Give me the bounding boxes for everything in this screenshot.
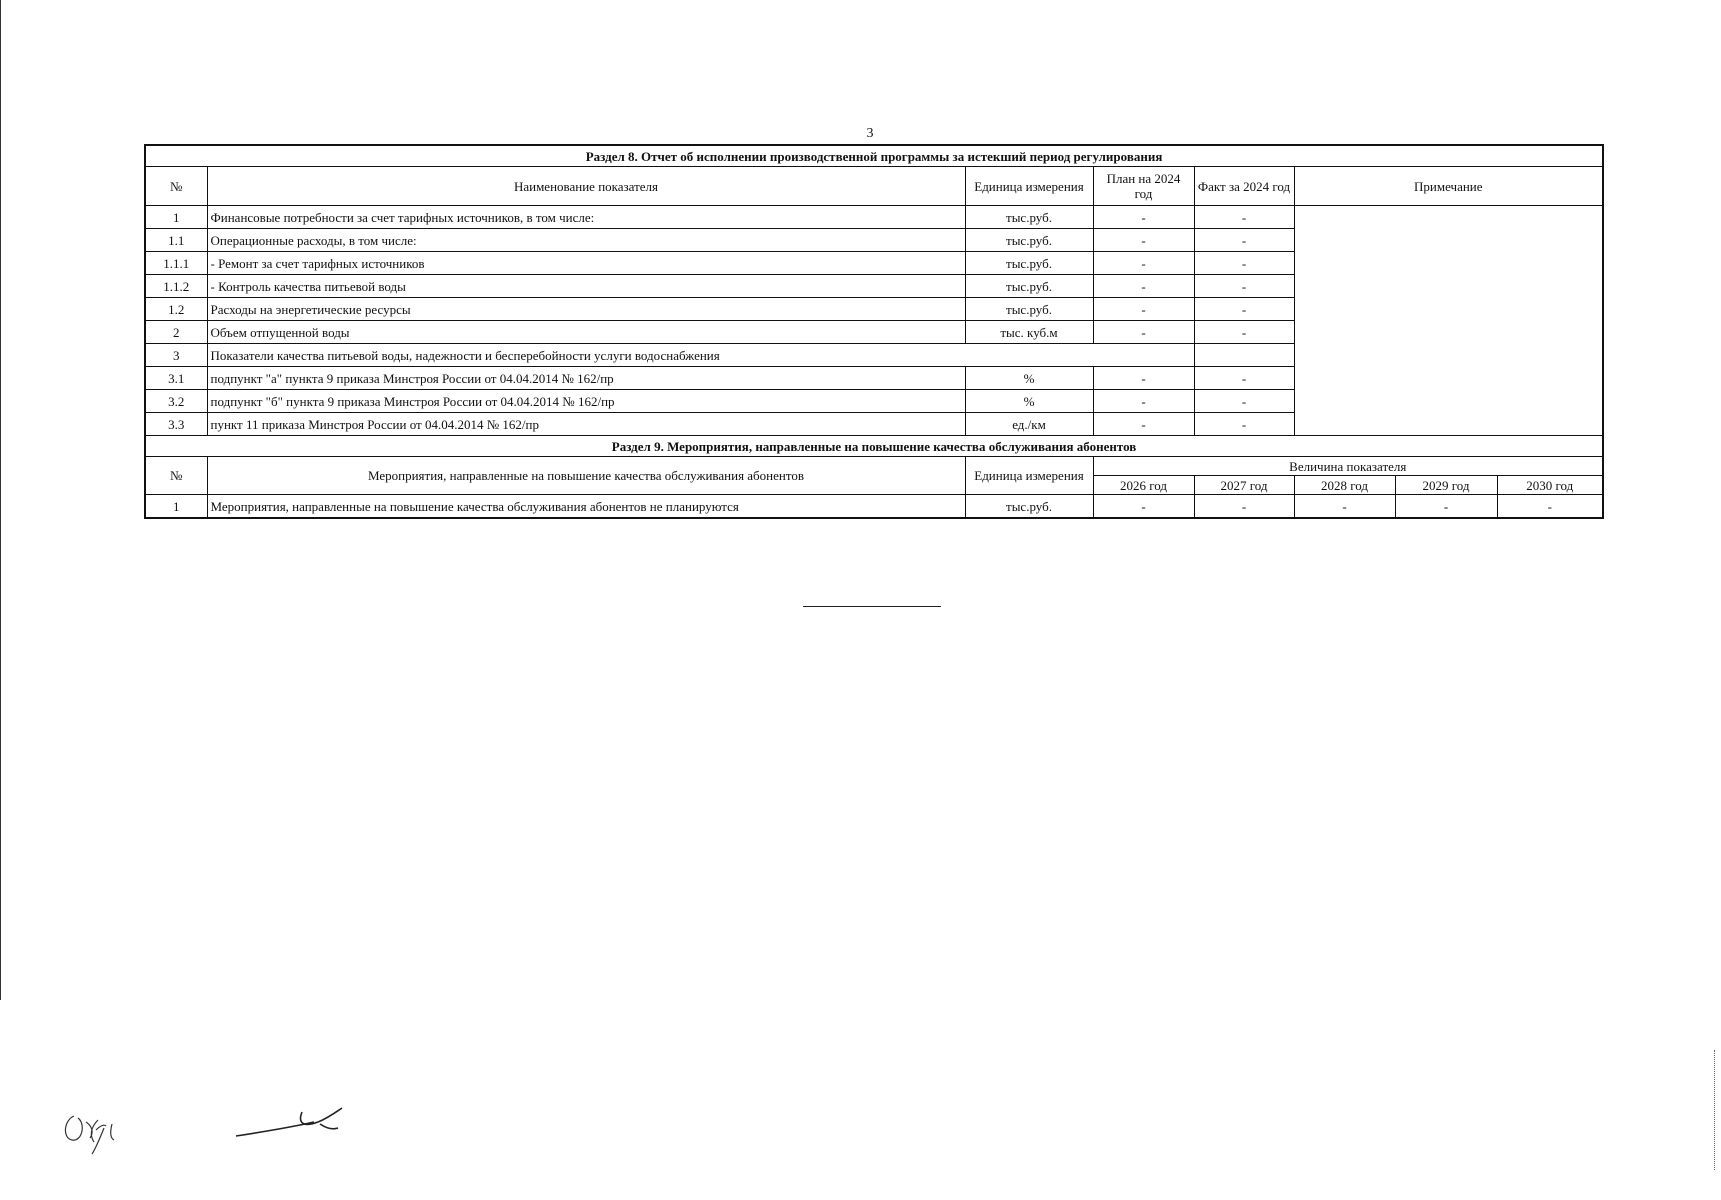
row-unit: %: [965, 367, 1093, 390]
row-plan: -: [1093, 413, 1194, 436]
divider-line: [803, 606, 941, 607]
header-name: Мероприятия, направленные на повышение качества обслуживания абонентов: [207, 457, 965, 495]
row-num: 1: [145, 206, 207, 229]
report-table: [144, 144, 1604, 519]
row-unit: тыс.руб.: [965, 275, 1093, 298]
row-fact: -: [1194, 390, 1294, 413]
header-year: 2030 год: [1497, 476, 1603, 495]
row-num: 3.2: [145, 390, 207, 413]
row-name: Операционные расходы, в том числе:: [207, 229, 965, 252]
note-cell: [1294, 206, 1603, 436]
header-num: №: [145, 457, 207, 495]
row-num: 1: [145, 495, 207, 519]
table-row: [145, 206, 1603, 229]
row-unit: ед./км: [965, 413, 1093, 436]
row-plan: -: [1093, 252, 1194, 275]
handwritten-initials: [60, 1098, 140, 1158]
row-unit: тыс.руб.: [965, 298, 1093, 321]
row-num: 1.1: [145, 229, 207, 252]
header-name: Наименование показателя: [207, 167, 965, 206]
row-name: Расходы на энергетические ресурсы: [207, 298, 965, 321]
header-unit: Единица измерения: [965, 167, 1093, 206]
row-value: -: [1497, 495, 1603, 519]
row-name: - Ремонт за счет тарифных источников: [207, 252, 965, 275]
header-num: №: [145, 167, 207, 206]
row-value: -: [1093, 495, 1194, 519]
row-name: Объем отпущенной воды: [207, 321, 965, 344]
row-fact: -: [1194, 367, 1294, 390]
row-value: -: [1294, 495, 1395, 519]
row-num: 2: [145, 321, 207, 344]
row-name: подпункт "а" пункта 9 приказа Минстроя России от 04.04.2014 № 162/пр: [207, 367, 965, 390]
row-unit: тыс.руб.: [965, 229, 1093, 252]
section9-title-row: [145, 436, 1603, 457]
row-fact: -: [1194, 321, 1294, 344]
header-value: Величина показателя: [1093, 457, 1603, 476]
header-plan: План на 2024 год: [1093, 167, 1194, 206]
row-plan: -: [1093, 206, 1194, 229]
section8-title: Раздел 8. Отчет об исполнении производственной программы за истекший период регулирования: [145, 145, 1603, 167]
row-name: Показатели качества питьевой воды, надежности и бесперебойности услуги водоснабжения: [207, 344, 1194, 367]
section9-header-row: [145, 457, 1603, 476]
section8-header-row: [145, 167, 1603, 206]
row-value: -: [1194, 495, 1294, 519]
row-num: 1.1.2: [145, 275, 207, 298]
scan-edge-right: [1712, 1050, 1715, 1170]
row-num: 3: [145, 344, 207, 367]
row-fact: -: [1194, 252, 1294, 275]
section8-title-row: [145, 145, 1603, 167]
table-row: [145, 495, 1603, 519]
row-fact: -: [1194, 206, 1294, 229]
page-number: 3: [866, 126, 874, 141]
row-fact: [1194, 344, 1294, 367]
row-plan: -: [1093, 390, 1194, 413]
row-fact: -: [1194, 229, 1294, 252]
row-unit: тыс.руб.: [965, 252, 1093, 275]
scan-edge-left: [0, 0, 4, 1000]
row-name: пункт 11 приказа Минстроя России от 04.04.2014 № 162/пр: [207, 413, 965, 436]
row-num: 1.1.1: [145, 252, 207, 275]
row-name: подпункт "б" пункта 9 приказа Минстроя России от 04.04.2014 № 162/пр: [207, 390, 965, 413]
header-year: 2028 год: [1294, 476, 1395, 495]
header-note: Примечание: [1294, 167, 1603, 206]
header-fact: Факт за 2024 год: [1194, 167, 1294, 206]
row-plan: -: [1093, 321, 1194, 344]
row-plan: -: [1093, 275, 1194, 298]
row-num: 1.2: [145, 298, 207, 321]
header-year: 2029 год: [1395, 476, 1497, 495]
row-unit: %: [965, 390, 1093, 413]
header-year: 2027 год: [1194, 476, 1294, 495]
row-unit: тыс.руб.: [965, 206, 1093, 229]
handwritten-signature: [232, 1098, 352, 1148]
row-fact: -: [1194, 298, 1294, 321]
row-plan: -: [1093, 367, 1194, 390]
row-num: 3.3: [145, 413, 207, 436]
section9-title: Раздел 9. Мероприятия, направленные на повышение качества обслуживания абонентов: [145, 436, 1603, 457]
row-name: - Контроль качества питьевой воды: [207, 275, 965, 298]
row-unit: тыс.руб.: [965, 495, 1093, 519]
row-num: 3.1: [145, 367, 207, 390]
row-name: Финансовые потребности за счет тарифных источников, в том числе:: [207, 206, 965, 229]
row-plan: -: [1093, 298, 1194, 321]
header-year: 2026 год: [1093, 476, 1194, 495]
header-unit: Единица измерения: [965, 457, 1093, 495]
row-unit: тыс. куб.м: [965, 321, 1093, 344]
row-fact: -: [1194, 413, 1294, 436]
row-value: -: [1395, 495, 1497, 519]
row-plan: -: [1093, 229, 1194, 252]
row-name: Мероприятия, направленные на повышение качества обслуживания абонентов не планируются: [207, 495, 965, 519]
row-fact: -: [1194, 275, 1294, 298]
